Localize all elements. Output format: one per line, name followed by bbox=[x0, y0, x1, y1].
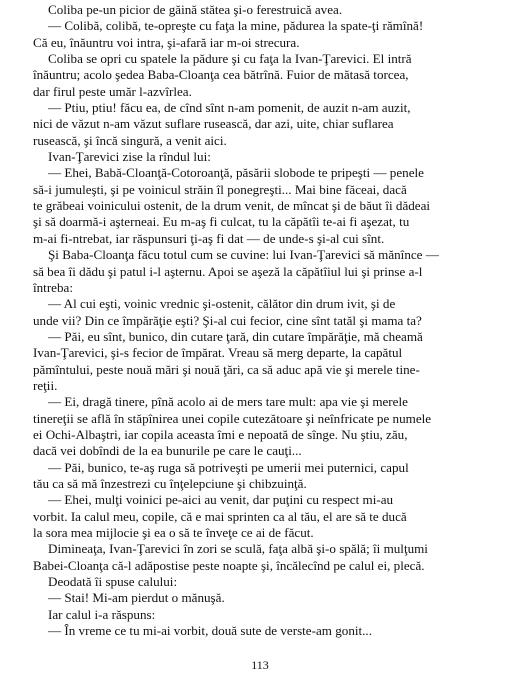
text-line: Ivan-Ţarevici, şi-s fecior de împărat. Vreau să merg departe, la capătul bbox=[33, 345, 403, 361]
paragraph bbox=[33, 607, 508, 623]
paragraph bbox=[33, 51, 508, 100]
paragraph bbox=[33, 149, 508, 165]
text-line: — Ptiu, ptiu! făcu ea, de cînd sînt n-am pomenit, de auzit n-am auzit, bbox=[48, 100, 411, 116]
paragraph bbox=[33, 18, 508, 51]
paragraph bbox=[33, 590, 508, 606]
text-line: nici de văzut n-am văzut suflare rusească, dar azi, uite, chiar suflarea bbox=[33, 116, 394, 132]
text-line: Că eu, înăuntru voi intra, şi-afară iar m-oi strecura. bbox=[33, 34, 300, 50]
page-number: 113 bbox=[251, 658, 269, 672]
text-line: să bea îi dădu şi patul i-l aşternu. Apoi se aşeză la căpătîiul lui şi prinse a-l bbox=[33, 263, 423, 279]
text-line: — Păi, bunico, te-aş ruga să potriveşti pe umerii mei puternici, capul bbox=[48, 459, 409, 475]
paragraph bbox=[33, 541, 508, 574]
text-line: Dimineaţa, Ivan-Ţarevici în zori se sculă, faţa albă şi-o spălă; îi mulţumi bbox=[48, 541, 428, 557]
text-line: rusească, şi încă singură, a venit aici. bbox=[33, 132, 227, 148]
paragraph bbox=[33, 165, 508, 247]
paragraph bbox=[33, 394, 508, 459]
text-line: la sora mea mijlocie şi ea o să te înveţe ce ai de făcut. bbox=[33, 525, 314, 540]
text-line: înăuntru; acolo şedea Baba-Cloanţa cea bătrînă. Fuior de mătasă torcea, bbox=[33, 67, 409, 83]
text-line: să-i jumuleşti, şi pe voinicul străin îl ponegreşti... Mai bine făceai, dacă bbox=[33, 181, 407, 197]
text-line: dar firul peste umăr l-azvîrlea. bbox=[33, 83, 192, 99]
paragraph bbox=[33, 460, 508, 493]
text-line: — Ei, dragă tinere, pînă acolo ai de mers tare mult: apa vie şi merele bbox=[48, 394, 408, 410]
text-line: Ivan-Ţarevici zise la rîndul lui: bbox=[48, 149, 211, 165]
page-text bbox=[33, 2, 508, 639]
paragraph bbox=[33, 2, 508, 18]
text-line: te grăbeai voinicului ostenit, de la drum venit, de mîncat şi de băut îi dădeai bbox=[33, 198, 431, 214]
paragraph bbox=[33, 574, 508, 590]
text-line: întreba: bbox=[33, 279, 73, 295]
paragraph bbox=[33, 296, 508, 329]
text-line: — Păi, eu sînt, bunico, din cutare ţară, din cutare împărăţie, mă cheamă bbox=[48, 328, 423, 344]
text-line: dacă vei dobîndi de la ea bunurile pe care le cauţi... bbox=[33, 443, 302, 459]
text-line: Deodată îi spuse calului: bbox=[48, 574, 178, 590]
text-line: — Ehei, Babă-Cloanţă-Cotoroanţă, păsării slobode te pripeşti — penele bbox=[48, 165, 424, 181]
paragraph bbox=[33, 329, 508, 394]
text-line: Şi Baba-Cloanţa făcu totul cum se cuvine: lui Ivan-Ţarevici să mănînce — bbox=[48, 247, 439, 263]
text-line: reţii. bbox=[33, 377, 58, 393]
text-line: Coliba pe-un picior de găină stătea şi-o ferestruică avea. bbox=[48, 2, 343, 17]
text-line: — Stai! Mi-am pierdut o mănuşă. bbox=[48, 590, 225, 606]
text-line: m-ai fi-ntrebat, iar răspunsuri ţi-aş fi dat — de unde-s şi-al cui sînt. bbox=[33, 230, 385, 246]
text-line: — Ehei, mulţi voinici pe-aici au venit, dar puţini cu respect mi-au bbox=[48, 492, 394, 508]
text-line: — Al cui eşti, voinic vrednic şi-ostenit, călător din drum ivit, şi de bbox=[48, 296, 396, 312]
text-line: unde vii? Din ce împărăţie eşti? Şi-al cui fecior, cine sînt tatăl şi mama ta? bbox=[33, 312, 422, 328]
text-line: — În vreme ce tu mi-ai vorbit, două sute de verste-am gonit... bbox=[48, 623, 372, 639]
text-line: Babei-Cloanţa că-l adăpostise peste noapte şi, încălecînd pe calul ei, plecă. bbox=[33, 557, 425, 573]
text-line: Iar calul i-a răspuns: bbox=[48, 606, 156, 622]
paragraph bbox=[33, 623, 508, 639]
text-line: vorbit. Ia calul meu, copile, că e mai sprinten ca al tău, el are să te ducă bbox=[33, 508, 407, 524]
paragraph bbox=[33, 492, 508, 541]
text-line: şi să doarmă-i aşterneai. Eu m-aş fi culcat, tu la căpătîi te-ai fi aşezat, tu bbox=[33, 214, 410, 230]
text-line: — Colibă, colibă, te-opreşte cu faţa la mine, pădurea la spate-ţi rămînă! bbox=[48, 18, 424, 34]
text-line: ei Ochi-Albaştri, iar copila aceasta îmi e nepoată de sînge. Nu ştiu, zău, bbox=[33, 426, 408, 442]
paragraph bbox=[33, 247, 508, 296]
text-line: Coliba se opri cu spatele la pădure şi cu faţa la Ivan-Ţarevici. El intră bbox=[48, 51, 412, 67]
text-line: pămîntului, peste nouă mări şi nouă ţări, ca să aduc apă vie şi merele tine- bbox=[33, 361, 420, 377]
text-line: tinereţii se află în stăpînirea unei copile cutezătoare şi neînfricate pe numele bbox=[33, 410, 432, 426]
text-line: tău ca să mă înzestrezi cu înţelepciune şi chibzuinţă. bbox=[33, 475, 307, 491]
paragraph bbox=[33, 100, 508, 149]
